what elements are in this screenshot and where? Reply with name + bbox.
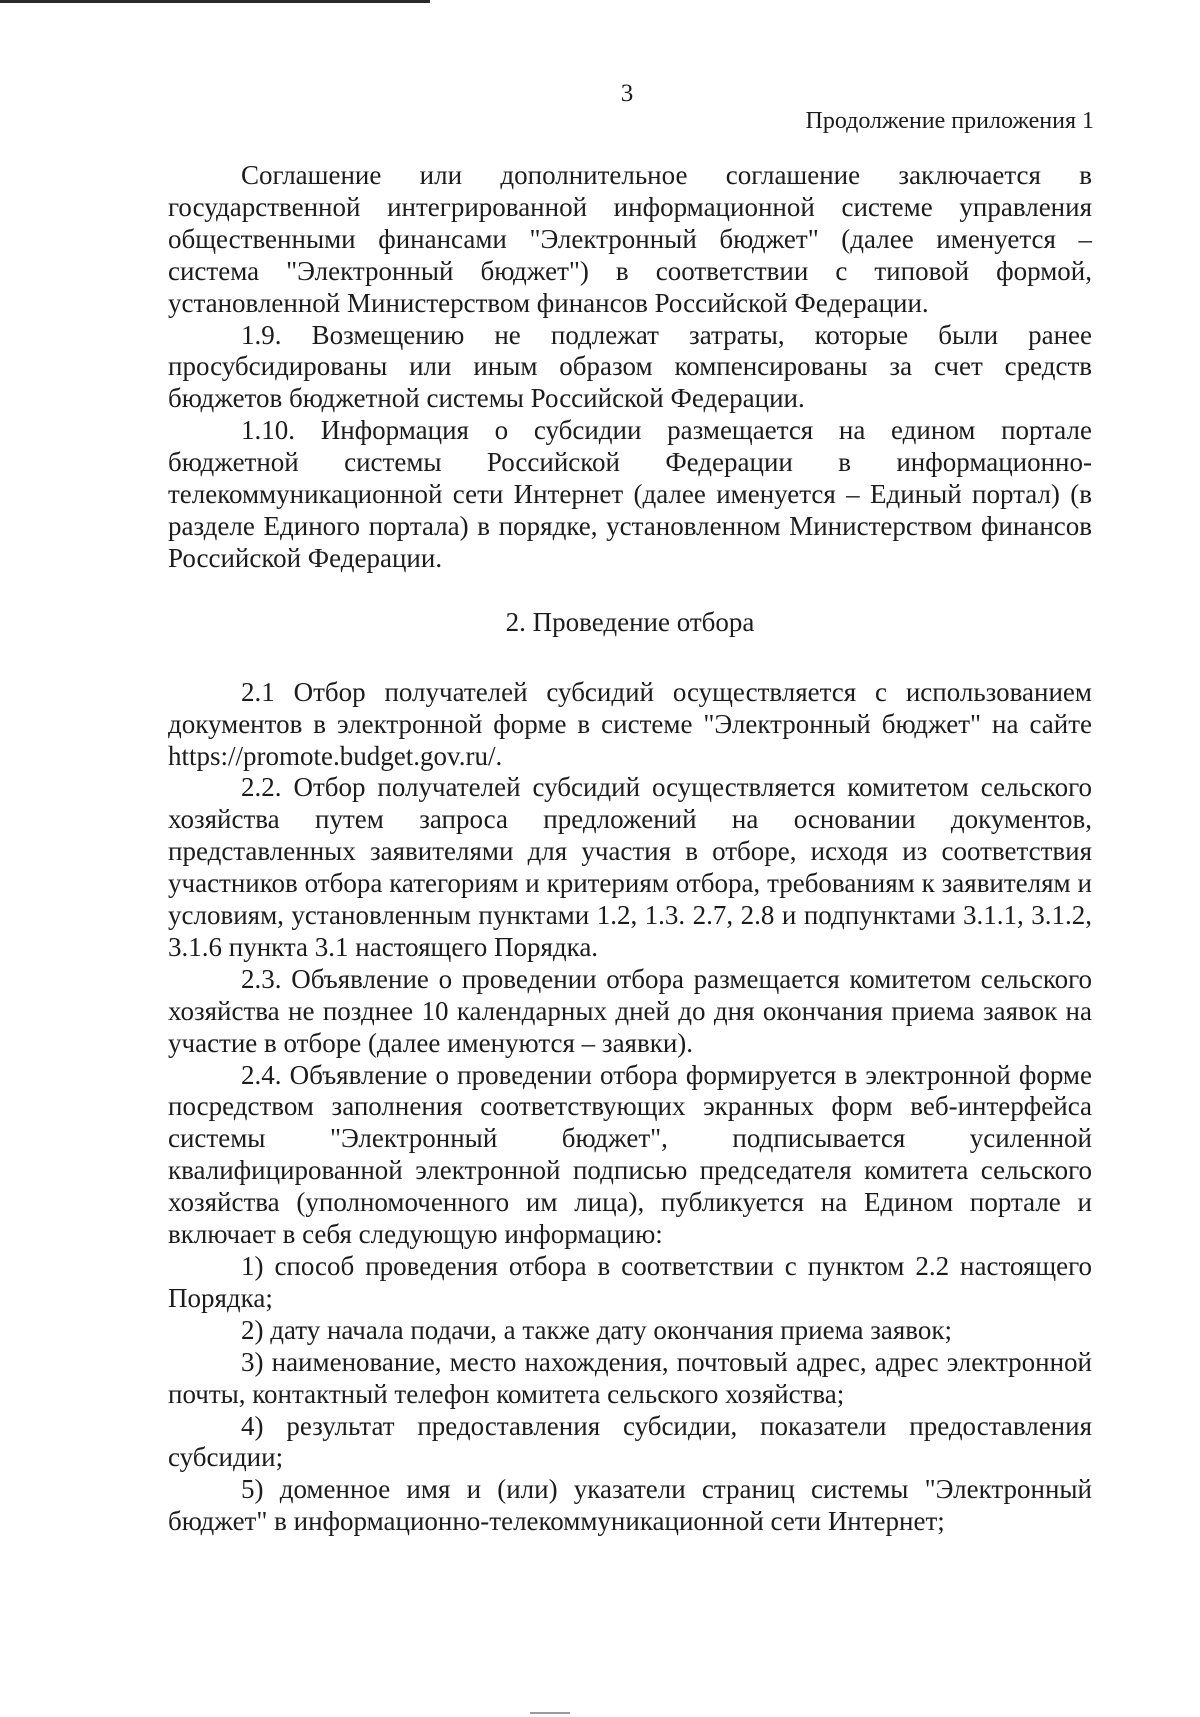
list-item-1: 1) способ проведения отбора в соответствии с пунктом 2.2 настоящего Порядка; [168,1251,1092,1313]
document-body [168,160,1092,1538]
paragraph-2-4: 2.4. Объявление о проведении отбора формируется в электронной форме посредством заполнения соответствующих экранных форм веб-интерфейса системы "Электронный бюджет", подписывается усиленной квалифицированной электронной подписью председателя комитета сельского хозяйства (уполномоченного им лица), публикуется на Едином портале и включает в себя следующую информацию: [168,1059,1092,1250]
paragraph-2-1: 2.1 Отбор получателей субсидий осуществляется с использованием документов в электронной форме в системе "Электронный бюджет" на сайте https://promote.budget.gov.ru/. [168,676,1092,771]
scan-edge-line [0,0,430,3]
appendix-continuation-note: Продолжение приложения 1 [805,108,1094,134]
paragraph-2-2: 2.2. Отбор получателей субсидий осуществляется комитетом сельского хозяйства путем запроса предложений на основании документов, представленных заявителями для участия в отборе, исходя из соответствия участников отбора категориям и критериям отбора, требованиям к заявителям и условиям, установленным пунктами 1.2, 1.3. 2.7, 2.8 и подпунктами 3.1.1, 3.1.2, 3.1.6 пункта 3.1 настоящего Порядка. [168,772,1092,962]
paragraph-agreement: Соглашение или дополнительное соглашение заключается в государственной интегрированной информационной системе управления общественными финансами "Электронный бюджет" (далее именуется – система "Электронный бюджет") в соответствии с типовой формой, установленной Министерством финансов Российской Федерации. [168,160,1092,318]
list-item-2: 2) дату начала подачи, а также дату окончания приема заявок; [241,1314,952,1345]
list-item-3: 3) наименование, место нахождения, почтовый адрес, адрес электронной почты, контактный телефон комитета сельского хозяйства; [168,1346,1092,1409]
section-heading: 2. Проведение отбора [505,606,755,637]
list-item-5: 5) доменное имя и (или) указатели страниц системы "Электронный бюджет" в информационно-телекоммуникационной сети Интернет; [168,1474,1092,1537]
paragraph-1-10: 1.10. Информация о субсидии размещается на едином портале бюджетной системы Российской Федерации в информационно-телекоммуникационной сети Интернет (далее именуется – Единый портал) (в разделе Единого портала) в порядке, установленном Министерством финансов Российской Федерации. [168,415,1092,573]
list-item-4: 4) результат предоставления субсидии, показатели предоставления субсидии; [168,1410,1092,1473]
paragraph-1-9: 1.9. Возмещению не подлежат затраты, которые были ранее просубсидированы или иным образом компенсированы за счет средств бюджетов бюджетной системы Российской Федерации. [168,319,1092,414]
paragraph-2-3: 2.3. Объявление о проведении отбора размещается комитетом сельского хозяйства не позднее 10 календарных дней до дня окончания приема заявок на участие в отборе (далее именуются – заявки). [168,963,1092,1058]
scan-edge-mark [530,1712,570,1714]
page-number: 3 [620,80,634,107]
